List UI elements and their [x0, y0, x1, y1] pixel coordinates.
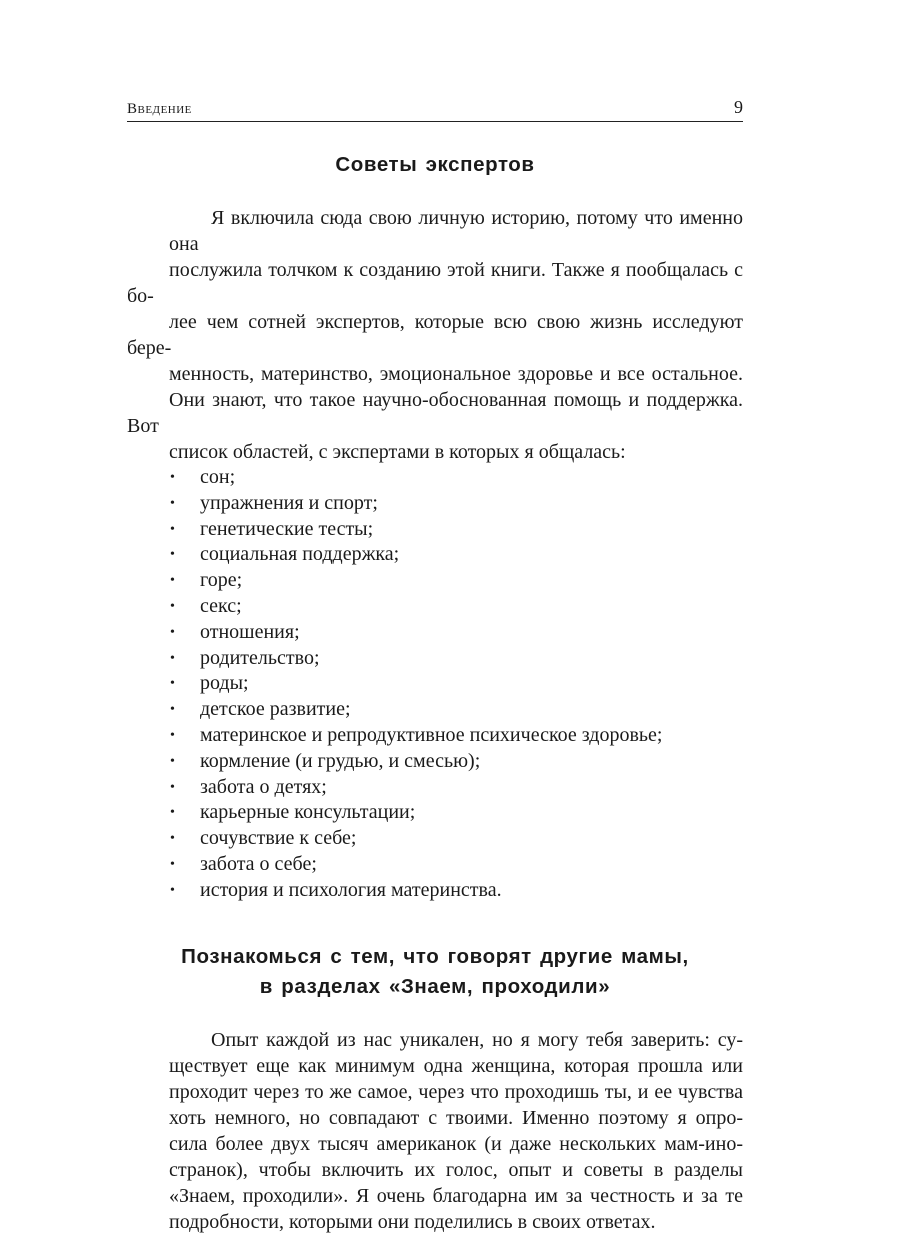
- list-item: [127, 594, 743, 620]
- list-item-text: забота о детях;: [200, 775, 327, 798]
- list-item: [127, 465, 743, 491]
- bullet-icon: •: [170, 779, 175, 795]
- paragraph-line: Опыт каждой из нас уникален, но я могу тебя заверить: су-: [211, 1028, 743, 1051]
- bullet-icon: •: [170, 856, 175, 872]
- list-item-text: сон;: [200, 466, 236, 488]
- list-item-text: история и психология материнства.: [200, 878, 502, 901]
- list-item-text: карьерные консультации;: [200, 801, 416, 824]
- list-item: [127, 568, 743, 594]
- list-item-text: забота о себе;: [200, 852, 317, 875]
- bullet-icon: •: [170, 805, 175, 821]
- paragraph-line: менность, материнство, эмоциональное здоровье и все остальное.: [169, 363, 743, 385]
- bullet-icon: •: [170, 676, 175, 692]
- list-item-text: генетические тесты;: [200, 517, 374, 540]
- list-item-text: детское развитие;: [200, 698, 351, 721]
- page-number: 9: [734, 97, 743, 117]
- paragraph-line: послужила толчком к созданию этой книги. Также я пообщалась с бо-: [127, 259, 743, 307]
- paragraph-line: Они знают, что такое научно-обоснованная помощь и поддержка. Вот: [127, 389, 743, 437]
- list-item-text: социальная поддержка;: [200, 543, 400, 566]
- list-item-text: кормление (и грудью, и смесью);: [200, 749, 481, 772]
- paragraph-line: странок), чтобы включить их голос, опыт и советы в разделы: [169, 1158, 743, 1181]
- bullet-icon: •: [170, 470, 175, 485]
- expert-areas-list: [127, 465, 743, 904]
- running-header: [127, 88, 743, 122]
- paragraph-line: Я включила сюда свою личную историю, потому что именно она: [169, 207, 743, 255]
- list-item: [127, 697, 743, 723]
- paragraph-line: подробности, которыми они поделились в своих ответах.: [169, 1210, 656, 1233]
- list-item-text: секс;: [200, 594, 242, 617]
- bullet-icon: •: [170, 882, 175, 898]
- bullet-icon: •: [170, 727, 175, 743]
- paragraph-line: лее чем сотней экспертов, которые всю свою жизнь исследуют бере-: [127, 311, 743, 359]
- list-item: [127, 800, 743, 826]
- list-item: [127, 826, 743, 852]
- bullet-icon: •: [170, 521, 175, 537]
- intro-paragraph: [127, 205, 743, 465]
- bullet-icon: •: [170, 753, 175, 769]
- paragraph-line: проходит через то же самое, через что проходишь ты, и ее чувства: [169, 1080, 743, 1103]
- list-item: [127, 620, 743, 646]
- section-heading-experts: Советы экспертов: [335, 153, 535, 176]
- paragraph-line: список областей, с экспертами в которых я общалась:: [169, 441, 626, 463]
- heading-line: в разделах «Знаем, проходили»: [259, 974, 611, 998]
- list-item: [127, 542, 743, 568]
- list-item: [127, 671, 743, 697]
- list-item: [127, 878, 743, 904]
- bullet-icon: •: [170, 573, 175, 589]
- list-item-text: сочувствие к себе;: [200, 827, 357, 850]
- bullet-icon: •: [170, 624, 175, 640]
- chapter-title: Введение: [127, 101, 192, 117]
- paragraph-line: хоть немного, но совпадают с твоими. Именно поэтому я опро-: [169, 1106, 743, 1129]
- section-heading-other-moms: [127, 942, 743, 1002]
- bullet-icon: •: [170, 547, 175, 563]
- heading-line: Познакомься с тем, что говорят другие мамы,: [181, 944, 689, 968]
- list-item-text: горе;: [200, 569, 243, 592]
- bullet-icon: •: [170, 650, 175, 666]
- list-item: [127, 517, 743, 543]
- bullet-icon: •: [170, 495, 175, 511]
- list-item-text: роды;: [200, 672, 249, 695]
- list-item-text: упражнения и спорт;: [200, 491, 378, 514]
- list-item-text: материнское и репродуктивное психическое здоровье;: [200, 723, 663, 746]
- moms-paragraph: [127, 1027, 743, 1235]
- book-page: [127, 88, 743, 1235]
- list-item: [127, 723, 743, 749]
- paragraph-line: ществует еще как минимум одна женщина, которая прошла или: [169, 1054, 743, 1077]
- list-item: [127, 852, 743, 878]
- list-item: [127, 646, 743, 672]
- paragraph-line: сила более двух тысяч американок (и даже нескольких мам-ино-: [169, 1132, 743, 1155]
- bullet-icon: •: [170, 702, 175, 718]
- paragraph-line: «Знаем, проходили». Я очень благодарна им за честность и за те: [169, 1184, 743, 1207]
- bullet-icon: •: [170, 831, 175, 847]
- list-item-text: родительство;: [200, 646, 320, 669]
- list-item: [127, 775, 743, 801]
- list-item: [127, 749, 743, 775]
- list-item-text: отношения;: [200, 620, 300, 643]
- list-item: [127, 491, 743, 517]
- bullet-icon: •: [170, 598, 175, 614]
